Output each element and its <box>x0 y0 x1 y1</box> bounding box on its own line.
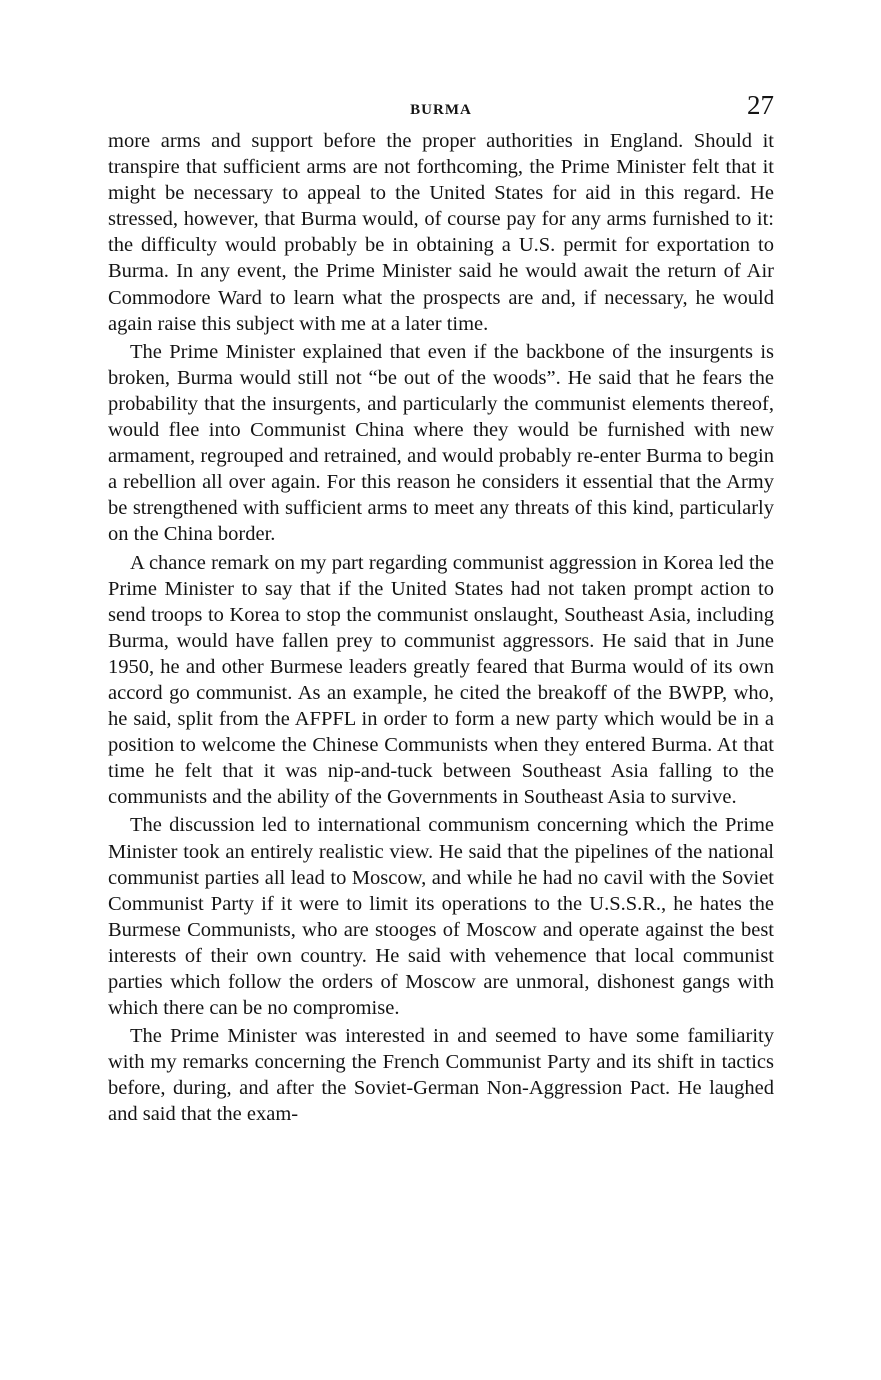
page-number: 27 <box>747 90 774 120</box>
running-title: BURMA <box>410 102 472 118</box>
paragraph-2: The Prime Minister explained that even if the backbone of the insurgents is broken, Burma would still not “be out of the woods”. He said that he fears the probability that the insurgents, and particularly the communist elements thereof, would flee into Communist China where they would be furnished with new armament, regrouped and retrained, and would probably re-enter Burma to begin a rebellion all over again. For this reason he considers it essential that the Army be strengthened with sufficient arms to meet any threats of this kind, particularly on the China border. <box>108 340 774 546</box>
paragraph-1: more arms and support before the proper authorities in England. Should it transpire that sufficient arms are not forthcoming, the Prime Minister felt that it might be necessary to appeal to the United States for aid in this regard. He stressed, however, that Burma would, of course pay for any arms furnished to it: the difficulty would probably be in obtaining a U.S. permit for exportation to Burma. In any event, the Prime Minister said he would await the return of Air Commodore Ward to learn what the prospects are and, if necessary, he would again raise this subject with me at a later time. <box>108 130 774 335</box>
running-header <box>108 88 774 128</box>
paragraph-5: The Prime Minister was interested in and seemed to have some familiarity with my remarks concerning the French Communist Party and its shift in tactics before, during, and after the Soviet-German Non-Aggression Pact. He laughed and said that the exam- <box>108 1025 774 1126</box>
body-text <box>108 128 774 1128</box>
paragraph-4: The discussion led to international communism concerning which the Prime Minister took an entirely realistic view. He said that the pipelines of the national communist parties all lead to Moscow, and while he had no cavil with the Soviet Communist Party if it were to limit its operations to the U.S.S.R., he hates the Burmese Communists, who are stooges of Moscow and operate against the best interests of their own country. He said with vehemence that local communist parties which follow the orders of Moscow are unmoral, dishonest gangs with which there can be no compromise. <box>108 814 774 1020</box>
paragraph-3: A chance remark on my part regarding communist aggression in Korea led the Prime Minister to say that if the United States had not taken prompt action to send troops to Korea to stop the communist onslaught, Southeast Asia, including Burma, would have fallen prey to communist aggressors. He said that in June 1950, he and other Burmese leaders greatly feared that Burma would of its own accord go communist. As an example, he cited the breakoff of the BWPP, who, he said, split from the AFPFL in order to form a new party which would be in a position to welcome the Chinese Communists when they entered Burma. At that time he felt that it was nip-and-tuck between Southeast Asia falling to the communists and the ability of the Governments in Southeast Asia to survive. <box>108 551 774 809</box>
book-page <box>108 88 774 1128</box>
